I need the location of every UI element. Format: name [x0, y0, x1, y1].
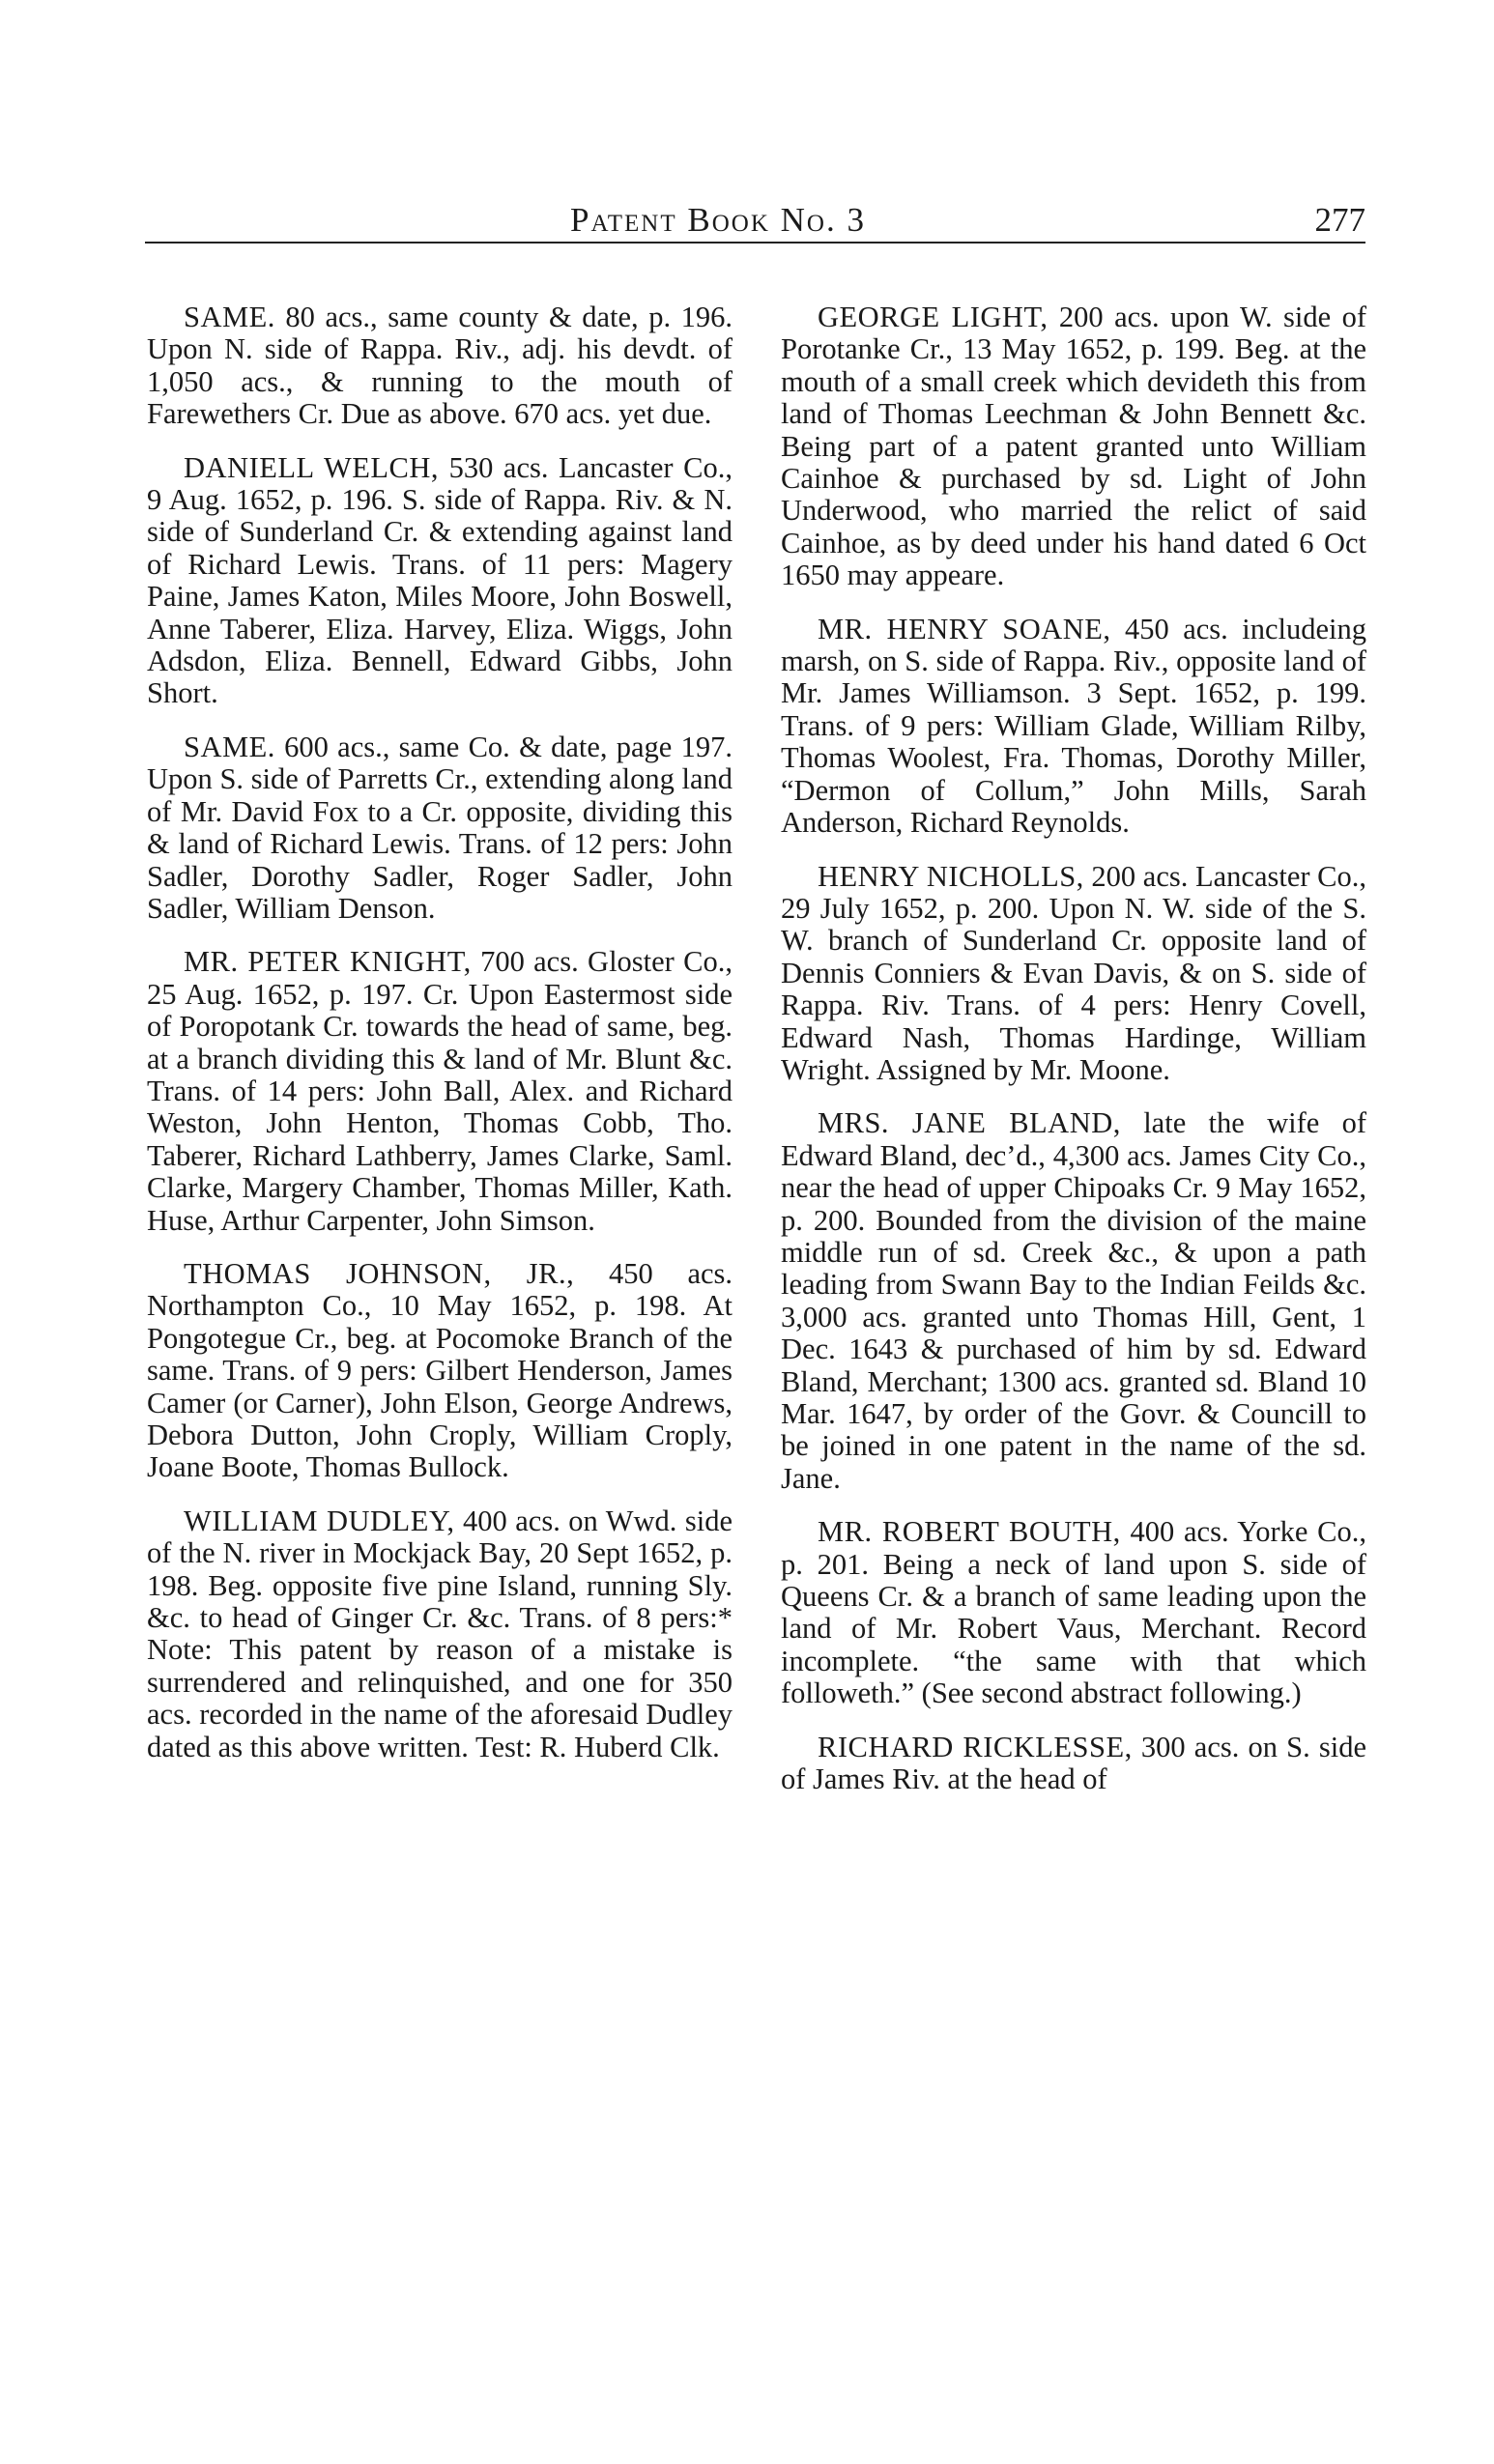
entry-text: 700 acs. Gloster Co., 25 Aug. 1652, p. 197. Cr. Upon Eastermost side of Poropotank Cr. towards the head of same, beg. at a branch dividing this & land of Mr. Blunt &c. Trans. of 14 pers: John Ball, Alex. and Richard Weston, John Henton, Thomas Cobb, Tho. Taberer, Richard Lathberry, James Clarke, Saml. Clarke, Margery Chamber, Thomas Miller, Kath. Huse, Arthur Carpenter, John Simson.	[147, 945, 733, 1237]
running-title: Patent Book No. 3	[570, 201, 866, 239]
entry-head: GEORGE LIGHT,	[818, 301, 1049, 333]
entry-text: late the wife of Edward Bland, dec’d., 4,300 acs. James City Co., near the head of upper Chipoaks Cr. 9 May 1652, p. 200. Bounded from the division of the maine middle run of sd. Creek &c., & upon a path leading from Swann Bay to the Indian Feilds &c. 3,000 acs. granted unto Thomas Hill, Gent, 1 Dec. 1643 & purchased of him by sd. Edward Bland, Merchant; 1300 acs. granted sd. Bland 10 Mar. 1647, by order of the Govr. & Councill to be joined in one patent in the name of the sd. Jane.	[781, 1106, 1367, 1495]
patent-entry	[781, 1732, 1366, 1796]
entry-head: MR. ROBERT BOUTH,	[818, 1515, 1121, 1549]
entry-text: 300 acs. on S. side of James Riv. at the head of	[781, 1730, 1367, 1796]
patent-entry	[147, 1505, 733, 1763]
patent-entry	[147, 731, 733, 925]
entry-text: 450 acs. includeing marsh, on S. side of Rappa. Riv., opposite land of Mr. James Williamson. 3 Sept. 1652, p. 199. Trans. of 9 pers: William Glade, William Rilby, Thomas Woolest, Fra. Thomas, Dorothy Miller, “Dermon of Collum,” John Mills, Sarah Anderson, Richard Reynolds.	[781, 612, 1366, 840]
entry-text: 200 acs. Lancaster Co., 29 July 1652, p. 200. Upon N. W. side of the S. W. branch of Sunderland Cr. opposite land of Dennis Conniers & Evan Davis, & on S. side of Rappa. Riv. Trans. of 4 pers: Henry Covell, Edward Nash, Thomas Hardinge, William Wright. Assigned by Mr. Moone.	[781, 859, 1366, 1086]
entry-head: MRS. JANE BLAND,	[818, 1106, 1121, 1140]
patent-entry	[147, 452, 733, 710]
entry-text: 600 acs., same Co. & date, page 197. Upon S. side of Parretts Cr., extending along land of Mr. David Fox to a Cr. opposite, dividing this & land of Richard Lewis. Trans. of 12 pers: John Sadler, Dorothy Sadler, Roger Sadler, John Sadler, William Denson.	[147, 730, 733, 925]
right-column	[781, 301, 1366, 1817]
entry-head: SAME.	[184, 730, 275, 763]
patent-entry	[147, 946, 733, 1237]
running-header	[145, 201, 1365, 244]
entry-head: SAME.	[184, 301, 275, 333]
left-column	[147, 301, 733, 1785]
entry-head: HENRY NICHOLLS,	[818, 859, 1084, 893]
entry-head: RICHARD RICKLESSE,	[818, 1730, 1133, 1763]
entry-text: 530 acs. Lancaster Co., 9 Aug. 1652, p. 196. S. side of Rappa. Riv. & N. side of Sunderland Cr. & extending against land of Richard Lewis. Trans. of 11 pers: Magery Paine, James Katon, Miles Moore, John Boswell, Anne Taberer, Eliza. Harvey, Eliza. Wiggs, John Adsdon, Eliza. Bennell, Edward Gibbs, John Short.	[147, 450, 733, 710]
entry-text: 400 acs. Yorke Co., p. 201. Being a neck of land upon S. side of Queens Cr. & a branch of same leading upon the land of Mr. Robert Vaus, Merchant. Record incomplete. “the same with that which followeth.” (See second abstract following.)	[781, 1515, 1366, 1710]
patent-entry	[781, 1107, 1366, 1495]
page-number: 277	[1314, 201, 1365, 239]
patent-entry	[781, 301, 1366, 592]
entry-head: THOMAS JOHNSON, JR.,	[184, 1256, 575, 1290]
patent-entry	[147, 1258, 733, 1484]
entry-head: WILLIAM DUDLEY,	[184, 1504, 455, 1537]
entry-text: 450 acs. Northampton Co., 10 May 1652, p. 198. At Pongotegue Cr., beg. at Pocomoke Branch of the same. Trans. of 9 pers: Gilbert Henderson, James Camer (or Carner), John Elson, George Andrews, Debora Dutton, John Croply, William Croply, Joane Boote, Thomas Bullock.	[147, 1256, 733, 1484]
patent-entry	[781, 861, 1366, 1087]
patent-entry	[781, 1516, 1366, 1709]
entry-head: DANIELL WELCH,	[184, 450, 440, 484]
entry-head: MR. HENRY SOANE,	[818, 612, 1111, 645]
entry-text: 200 acs. upon W. side of Porotanke Cr., 13 May 1652, p. 199. Beg. at the mouth of a small creek which devideth this from land of Thomas Leechman & John Bennett &c. Being part of a patent granted unto William Cainhoe & purchased by sd. Light of John Underwood, who married the relict of said Cainhoe, as by deed under his hand dated 6 Oct 1650 may appeare.	[781, 301, 1366, 592]
entry-head: MR. PETER KNIGHT,	[184, 945, 472, 979]
patent-entry	[147, 301, 733, 431]
entry-text: 80 acs., same county & date, p. 196. Upon N. side of Rappa. Riv., adj. his devdt. of 1,050 acs., & running to the mouth of Farewethers Cr. Due as above. 670 acs. yet due.	[147, 301, 733, 431]
patent-entry	[781, 614, 1366, 840]
entry-text: 400 acs. on Wwd. side of the N. river in Mockjack Bay, 20 Sept 1652, p. 198. Beg. opposite five pine Island, running Sly. &c. to head of Ginger Cr. &c. Trans. of 8 pers:* Note: This patent by reason of a mistake is surrendered and relinquished, and one for 350 acs. recorded in the name of the aforesaid Dudley dated as this above written. Test: R. Huberd Clk.	[147, 1504, 733, 1763]
